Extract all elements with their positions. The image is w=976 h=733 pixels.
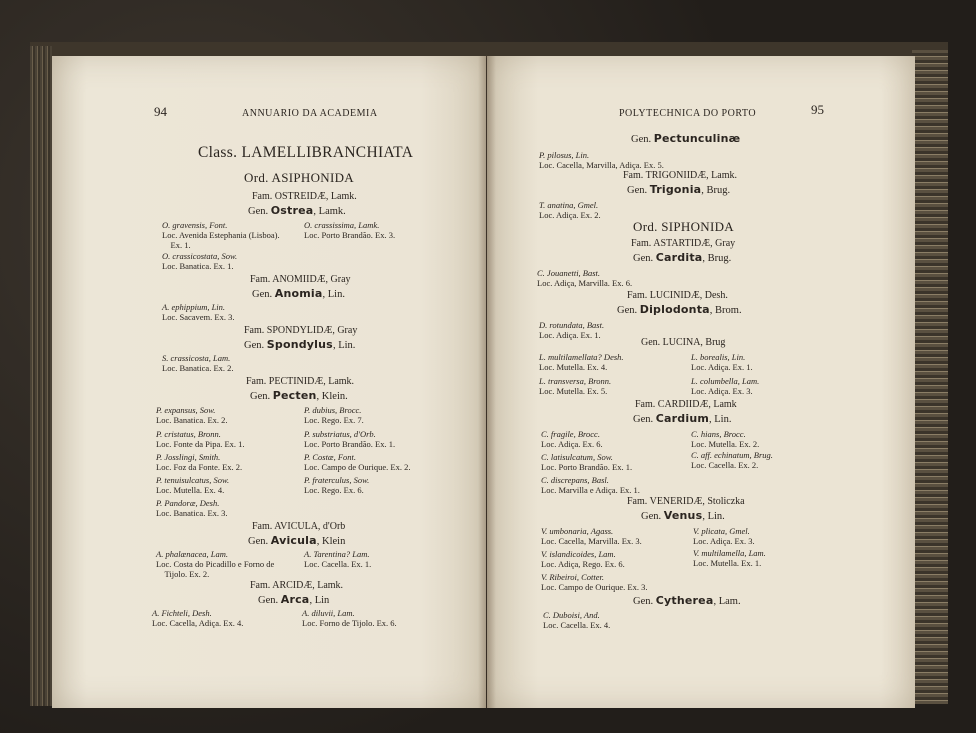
species-entry: A. Tarentina? Lam. Loc. Cacella. Ex. 1. [304, 549, 372, 569]
species-entry: V. umbonaria, Agass. Loc. Cacella, Marvilla. Ex. 3. [541, 526, 642, 546]
family-heading: Fam. LUCINIDÆ, Desh. [627, 290, 728, 301]
species-entry: P. tenuisulcatus, Sow. Loc. Mutella. Ex. 4. [156, 475, 230, 495]
species-entry: L. multilamellata? Desh. Loc. Mutella. Ex. 4. [539, 352, 624, 372]
genus-heading: Gen. Pectunculinæ [631, 132, 741, 145]
class-heading: Class. LAMELLIBRANCHIATA [198, 144, 414, 161]
species-entry: A. diluvii, Lam. Loc. Forno de Tijolo. Ex. 6. [302, 608, 397, 628]
species-entry: A. phalænacea, Lam. Loc. Costa do Picadillo e Forno de Tijolo. Ex. 2. [156, 549, 275, 579]
genus-heading: Gen. Trigonia, Brug. [627, 183, 731, 196]
species-entry: P. expansus, Sow. Loc. Banatica. Ex. 2. [156, 405, 228, 425]
genus-heading: Gen. Spondylus, Lin. [244, 338, 356, 351]
family-heading: Fam. AVICULA, d'Orb [252, 521, 346, 532]
right-page [487, 56, 915, 708]
running-head: ANNUARIO DA ACADEMIA [242, 108, 378, 119]
genus-heading: Gen. Ostrea, Lamk. [248, 204, 346, 217]
left-page [52, 56, 486, 708]
family-heading: Fam. ASTARTIDÆ, Gray [631, 238, 736, 249]
species-entry: P. Josslingi, Smith. Loc. Foz da Fonte. Ex. 2. [156, 452, 243, 472]
family-heading: Fam. CARDIIDÆ, Lamk [635, 399, 737, 410]
species-entry: T. anatina, Gmel. Loc. Adiça. Ex. 2. [539, 200, 601, 220]
species-entry: V. Ribeiroi, Cotter. Loc. Campo de Ourique. Ex. 3. [541, 572, 648, 592]
genus-heading: Gen. Cardita, Brug. [633, 251, 732, 264]
running-head: POLYTECHNICA DO PORTO [619, 108, 757, 119]
species-entry: S. crassicosta, Lam. Loc. Banatica. Ex. 2. [162, 353, 234, 373]
genus-heading: Gen. Arca, Lin [258, 593, 330, 606]
species-entry: P. Costæ, Font. Loc. Campo de Ourique. Ex. 2. [304, 452, 411, 472]
species-entry: P. Pandoræ, Desh. Loc. Banatica. Ex. 3. [156, 498, 228, 518]
species-entry: D. rotundata, Bast. Loc. Adiça. Ex. 1. [539, 320, 605, 340]
page-edges-left [30, 46, 52, 706]
species-entry: V. multilamella, Lam. Loc. Mutella. Ex. 1. [693, 548, 766, 568]
genus-heading: Gen. Diplodonta, Brom. [617, 303, 742, 316]
species-entry: O. gravensis, Font. Loc. Avenida Estephania (Lisboa). Ex. 1. [162, 220, 280, 250]
order-heading: Ord. ASIPHONIDA [244, 170, 354, 185]
species-entry: O. crassissima, Lamk. Loc. Porto Brandão. Ex. 3. [304, 220, 396, 240]
species-entry: V. plicata, Gmel. Loc. Adiça. Ex. 3. [693, 526, 755, 546]
family-heading: Fam. TRIGONIIDÆ, Lamk. [623, 170, 737, 181]
species-entry: P. pilosus, Lin. Loc. Cacella, Marvilla, Adiça. Ex. 5. [539, 150, 664, 170]
genus-heading: Gen. Avicula, Klein [248, 534, 346, 547]
species-entry: A. ephippium, Lin. Loc. Sacavem. Ex. 3. [162, 302, 235, 322]
family-heading: Fam. PECTINIDÆ, Lamk. [246, 376, 355, 387]
species-entry: A. Fichteli, Desh. Loc. Cacella, Adiça. Ex. 4. [152, 608, 244, 628]
family-heading: Fam. ARCIDÆ, Lamk. [250, 580, 344, 591]
species-entry: V. islandicoides, Lam. Loc. Adiça, Rego. Ex. 6. [541, 549, 625, 569]
species-entry: C. discrepans, Basl. Loc. Marvilla e Adiça. Ex. 1. [541, 475, 640, 495]
species-entry: C. latisulcatum, Sow. Loc. Porto Brandão. Ex. 1. [541, 452, 633, 472]
genus-heading: Gen. Anomia, Lin. [252, 287, 345, 300]
page-number: 95 [811, 102, 824, 117]
species-entry: C. aff. echinatum, Brug. Loc. Cacella. Ex. 2. [691, 450, 773, 470]
page-edges-right [912, 50, 948, 704]
species-entry: P. substriatus, d'Orb. Loc. Porto Brandão. Ex. 1. [304, 429, 396, 449]
species-entry: P. cristatus, Bronn. Loc. Fonte da Pipa. Ex. 1. [156, 429, 245, 449]
family-heading: Fam. ANOMIIDÆ, Gray [250, 274, 351, 285]
genus-heading: Gen. Venus, Lin. [641, 509, 725, 522]
species-entry: O. crassicostata, Sow. Loc. Banatica. Ex. 1. [162, 251, 238, 271]
genus-heading: Gen. Cytherea, Lam. [633, 594, 741, 607]
genus-heading: Gen. Pecten, Klein. [250, 389, 348, 402]
species-entry: P. fraterculus, Sow. Loc. Rego. Ex. 6. [304, 475, 370, 495]
genus-heading: Gen. LUCINA, Brug [641, 337, 726, 348]
species-entry: P. dubius, Brocc. Loc. Rego. Ex. 7. [304, 405, 364, 425]
species-entry: C. fragile, Brocc. Loc. Adiça. Ex. 6. [541, 429, 603, 449]
page-number: 94 [154, 104, 167, 119]
species-entry: L. columbella, Lam. Loc. Adiça. Ex. 3. [691, 376, 760, 396]
order-heading: Ord. SIPHONIDA [633, 219, 734, 234]
family-heading: Fam. OSTREIDÆ, Lamk. [252, 191, 357, 202]
species-entry: L. transversa, Bronn. Loc. Mutella. Ex. 5. [539, 376, 612, 396]
family-heading: Fam. SPONDYLIDÆ, Gray [244, 325, 358, 336]
species-entry: C. hians, Brocc. Loc. Mutella. Ex. 2. [691, 429, 760, 449]
species-entry: C. Duboisi, And. Loc. Cacella. Ex. 4. [543, 610, 611, 630]
book-gutter [478, 56, 496, 708]
family-heading: Fam. VENERIDÆ, Stoliczka [627, 496, 745, 507]
genus-heading: Gen. Cardium, Lin. [633, 412, 732, 425]
species-entry: L. borealis, Lin. Loc. Adiça. Ex. 1. [691, 352, 753, 372]
species-entry: C. Jouanetti, Bast. Loc. Adiça, Marvilla. Ex. 6. [537, 268, 633, 288]
